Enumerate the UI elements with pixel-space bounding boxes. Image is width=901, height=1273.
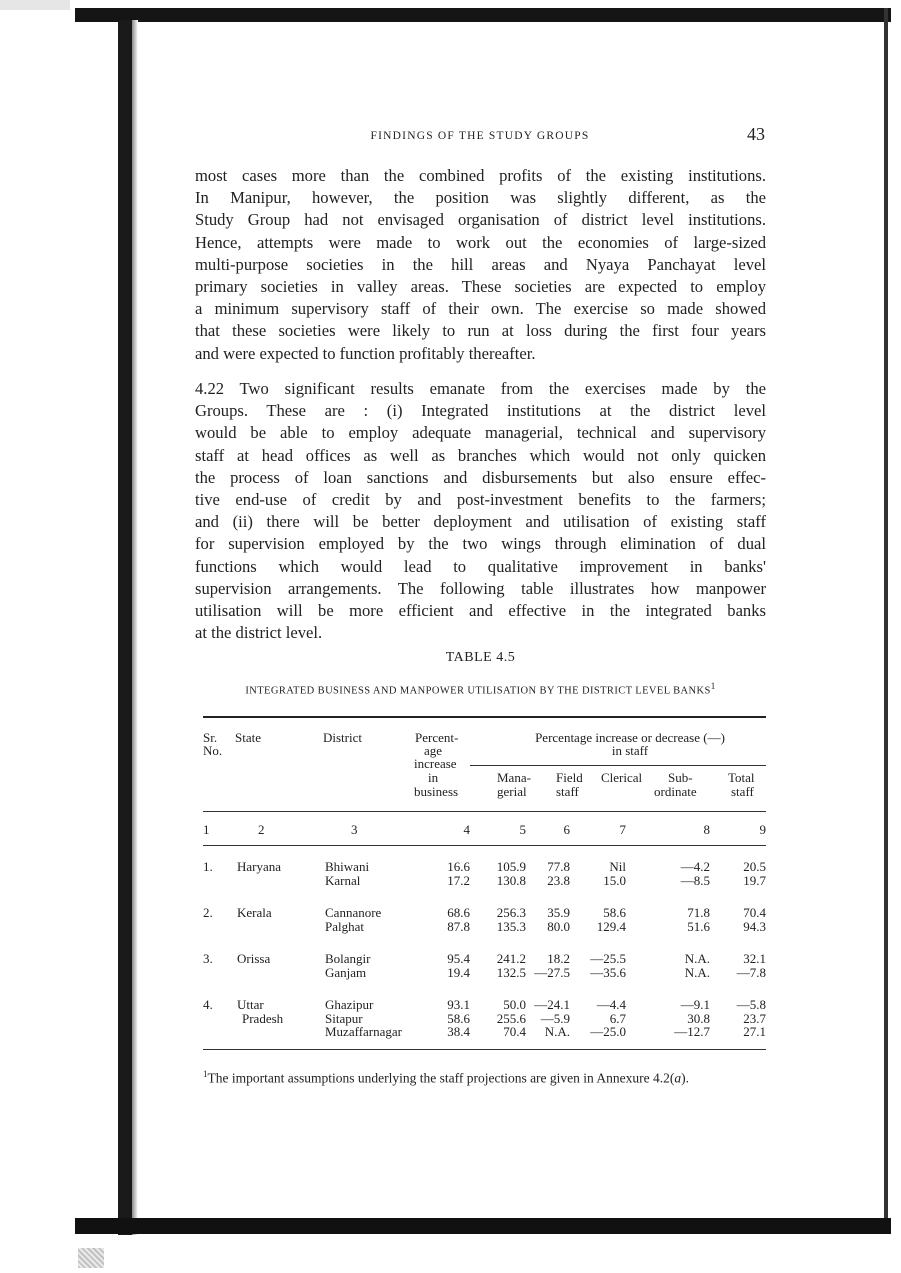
header-district: District bbox=[323, 730, 362, 745]
table-cell-district: Bolangir bbox=[325, 951, 371, 966]
table-number: TABLE 4.5 bbox=[445, 650, 516, 665]
text-line: Study Group had not envisaged organisation of district level institutions. bbox=[195, 210, 766, 230]
table-cell-managerial: 132.5 bbox=[496, 964, 526, 980]
table-cell-state: Pradesh bbox=[242, 1010, 284, 1026]
text-line: staff at head offices as well as branches which would not only quicken bbox=[195, 445, 766, 465]
table-cell-business: 58.6 bbox=[447, 1010, 470, 1026]
header-no: No. bbox=[203, 743, 223, 758]
table-cell-managerial: 135.3 bbox=[496, 918, 526, 934]
table-cell-sr: 2. bbox=[203, 905, 213, 920]
table-cell-business: 87.8 bbox=[447, 918, 470, 934]
table-cell-subordinate: N.A. bbox=[684, 951, 710, 966]
table-cell-total: —7.8 bbox=[736, 964, 766, 980]
column-number: 7 bbox=[619, 822, 626, 837]
text-line: at the district level. bbox=[195, 623, 323, 643]
text-line: Groups. These are : (i) Integrated institutions at the district level bbox=[195, 401, 766, 421]
table-cell-managerial: 241.2 bbox=[496, 951, 526, 966]
table-cell-clerical: —4.4 bbox=[596, 997, 626, 1012]
table-cell-managerial: 256.3 bbox=[496, 905, 526, 920]
table-cell-subordinate: —9.1 bbox=[680, 997, 710, 1012]
table-cell-business: 95.4 bbox=[447, 951, 470, 966]
page-number: 43 bbox=[747, 124, 765, 144]
text-line: primary societies in valley areas. These societies are expected to employ bbox=[195, 276, 766, 296]
header-pct-4: in bbox=[428, 770, 439, 785]
table-cell-total: 32.1 bbox=[743, 951, 766, 966]
table-cell-state: Kerala bbox=[237, 905, 272, 920]
footnote bbox=[203, 1069, 689, 1087]
column-number: 5 bbox=[519, 822, 526, 837]
text-line: would be able to employ adequate managerial, technical and supervisory bbox=[195, 423, 766, 443]
table-cell-clerical: 6.7 bbox=[609, 1010, 626, 1026]
table-cell-field: 35.9 bbox=[547, 905, 570, 920]
table-cell-total: 23.7 bbox=[743, 1010, 766, 1026]
header-state: State bbox=[235, 730, 261, 745]
text-line: for supervision employed by the two wings through elimination of dual bbox=[195, 534, 766, 554]
table-cell-managerial: 255.6 bbox=[496, 1010, 526, 1026]
table-cell-total: 70.4 bbox=[743, 905, 766, 920]
header-subordinate-2: ordinate bbox=[654, 784, 697, 799]
text-line: a minimum supervisory staff of their own. The exercise so made showed bbox=[195, 299, 766, 319]
column-number: 1 bbox=[203, 822, 210, 837]
table-cell-total: —5.8 bbox=[736, 997, 766, 1012]
column-number: 3 bbox=[351, 822, 358, 837]
column-number: 4 bbox=[463, 822, 470, 837]
table-cell-total: 27.1 bbox=[743, 1024, 766, 1040]
header-subordinate-1: Sub- bbox=[668, 770, 693, 785]
text-line: 4.22 Two significant results emanate from the exercises made by the bbox=[195, 379, 766, 398]
table-cell-subordinate: —4.2 bbox=[680, 859, 710, 874]
table-cell-field: —5.9 bbox=[540, 1010, 570, 1026]
footnote-mark: 1 bbox=[710, 681, 716, 691]
text-line: most cases more than the combined profits of the existing institutions. bbox=[195, 166, 766, 185]
table-cell-clerical: 58.6 bbox=[603, 905, 626, 920]
header-clerical: Clerical bbox=[601, 770, 643, 785]
table-cell-clerical: 129.4 bbox=[596, 918, 626, 934]
table-cell-subordinate: 30.8 bbox=[687, 1010, 710, 1026]
table-cell-clerical: 15.0 bbox=[603, 872, 626, 888]
header-group-1: Percentage increase or decrease (—) bbox=[535, 730, 725, 745]
column-number: 8 bbox=[703, 822, 710, 837]
table-cell-state: Orissa bbox=[237, 951, 271, 966]
text-line: In Manipur, however, the position was slightly different, as the bbox=[195, 188, 766, 208]
text-line: utilisation will be more efficient and effective in the integrated banks bbox=[195, 600, 766, 620]
header-field-2: staff bbox=[556, 784, 579, 799]
table-cell-business: 19.4 bbox=[447, 964, 470, 980]
table-cell-managerial: 50.0 bbox=[503, 997, 526, 1012]
table-group-rule bbox=[470, 765, 766, 766]
table-bottom-rule bbox=[203, 1049, 766, 1050]
scan-right-edge bbox=[884, 8, 888, 1234]
header-group-2: in staff bbox=[611, 743, 649, 758]
table-cell-district: Karnal bbox=[325, 872, 361, 888]
header-field-1: Field bbox=[556, 770, 583, 785]
text-line: and were expected to function profitably thereafter. bbox=[195, 343, 536, 363]
table-cell-managerial: 130.8 bbox=[496, 872, 526, 888]
text-line: functions which would lead to qualitative improvement in banks' bbox=[195, 556, 766, 576]
header-managerial-2: gerial bbox=[497, 784, 527, 799]
table-cell-sr: 4. bbox=[203, 997, 213, 1012]
table-cell-business: 16.6 bbox=[447, 859, 470, 874]
table-cell-field: N.A. bbox=[544, 1024, 570, 1040]
table-title-text: INTEGRATED BUSINESS AND MANPOWER UTILISATION BY THE DISTRICT LEVEL BANKS bbox=[245, 685, 711, 697]
table-cell-state: Uttar bbox=[237, 997, 264, 1012]
paragraph-1 bbox=[195, 165, 766, 365]
header-total-1: Total bbox=[728, 770, 755, 785]
footnote-ref: a bbox=[674, 1070, 682, 1086]
table-cell-subordinate: 51.6 bbox=[687, 918, 710, 934]
column-number: 2 bbox=[258, 822, 265, 837]
table-cell-state: Haryana bbox=[237, 859, 282, 874]
scan-smudge bbox=[78, 1248, 104, 1268]
table-cell-district: Palghat bbox=[325, 918, 364, 934]
table-cell-district: Cannanore bbox=[325, 905, 382, 920]
header-total-2: staff bbox=[731, 784, 754, 799]
text-line: the process of loan sanctions and disbursements but also ensure effec- bbox=[195, 467, 766, 487]
table-cell-field: 18.2 bbox=[547, 951, 570, 966]
table-cell-field: 23.8 bbox=[547, 872, 570, 888]
header-pct-2: age bbox=[424, 743, 443, 758]
table-cell-total: 20.5 bbox=[743, 859, 766, 874]
header-managerial-1: Mana- bbox=[497, 770, 531, 785]
column-number: 6 bbox=[563, 822, 570, 837]
text-line: supervision arrangements. The following table illustrates how manpower bbox=[195, 578, 766, 598]
table-cell-managerial: 70.4 bbox=[503, 1024, 526, 1040]
footnote-mark: 1 bbox=[203, 1069, 208, 1079]
table-cell-sr: 1. bbox=[203, 859, 213, 874]
table-cell-clerical: —35.6 bbox=[590, 964, 626, 980]
table-cell-subordinate: 71.8 bbox=[687, 905, 710, 920]
header-pct-5: business bbox=[414, 784, 459, 799]
header-pct-1: Percent- bbox=[415, 730, 459, 745]
table-cell-business: 38.4 bbox=[447, 1024, 470, 1040]
table-cell-subordinate: —8.5 bbox=[680, 872, 710, 888]
table-cell-field: —24.1 bbox=[534, 997, 570, 1012]
column-number: 9 bbox=[759, 822, 766, 837]
paragraph-4-22 bbox=[195, 378, 766, 644]
text-line: Hence, attempts were made to work out the economies of large-sized bbox=[195, 232, 766, 252]
scan-bottom-edge bbox=[75, 1218, 891, 1234]
footnote-text: The important assumptions underlying the staff projections are given in Annexure 4.2( bbox=[207, 1070, 675, 1086]
table-cell-field: —27.5 bbox=[534, 964, 570, 980]
running-head: FINDINGS OF THE STUDY GROUPS bbox=[370, 130, 590, 142]
table-cell-district: Bhiwani bbox=[325, 859, 370, 874]
page-header bbox=[195, 124, 765, 148]
table-cell-total: 19.7 bbox=[743, 872, 766, 888]
scan-top-edge bbox=[75, 8, 891, 22]
table-cell-district: Ghazipur bbox=[325, 997, 374, 1012]
table-title bbox=[195, 681, 766, 697]
table-cell-subordinate: N.A. bbox=[684, 964, 710, 980]
text-line: tive end-use of credit by and post-investment benefits to the farmers; bbox=[195, 489, 766, 509]
text-line: multi-purpose societies in the hill areas and Nyaya Panchayat level bbox=[195, 254, 766, 274]
table-cell-business: 93.1 bbox=[447, 997, 470, 1012]
scan-book-spine bbox=[118, 20, 132, 1235]
table-cell-district: Ganjam bbox=[325, 964, 367, 980]
table-top-rule bbox=[203, 716, 766, 718]
table-header-rule bbox=[203, 811, 766, 812]
table-cell-district: Sitapur bbox=[325, 1010, 363, 1026]
table-cell-total: 94.3 bbox=[743, 918, 766, 934]
table-cell-district: Muzaffarnagar bbox=[325, 1024, 402, 1040]
table-cell-subordinate: —12.7 bbox=[674, 1024, 710, 1040]
header-pct-3: increase bbox=[414, 756, 457, 771]
table-cell-business: 17.2 bbox=[447, 872, 470, 888]
scan-spine-shadow bbox=[132, 20, 138, 1235]
text-line: and (ii) there will be better deployment and utilisation of existing staff bbox=[195, 512, 766, 532]
text-line: that these societies were likely to run at loss during the first four years bbox=[195, 321, 766, 341]
table-cell-clerical: —25.0 bbox=[590, 1024, 626, 1040]
table-cell-clerical: —25.5 bbox=[590, 951, 626, 966]
scan-corner bbox=[0, 0, 70, 10]
header-sr: Sr. bbox=[203, 730, 218, 745]
table-cell-clerical: Nil bbox=[609, 859, 626, 874]
table-cell-sr: 3. bbox=[203, 951, 213, 966]
table-cell-field: 77.8 bbox=[547, 859, 570, 874]
table-cell-business: 68.6 bbox=[447, 905, 470, 920]
table-cell-managerial: 105.9 bbox=[496, 859, 526, 874]
table-colnum-rule bbox=[203, 845, 766, 846]
footnote-tail: ). bbox=[681, 1070, 690, 1086]
table-cell-field: 80.0 bbox=[547, 918, 570, 934]
